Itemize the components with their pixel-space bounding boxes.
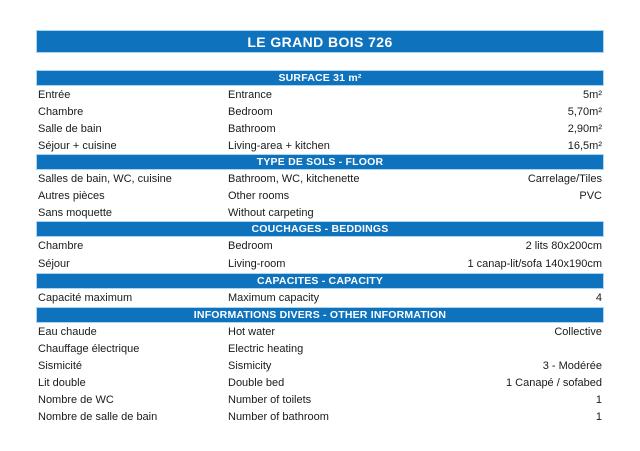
row-value: 16,5m²	[567, 139, 602, 152]
label-french: Séjour + cuisine	[38, 139, 117, 152]
label-french: Nombre de salle de bain	[38, 410, 158, 423]
section-header: COUCHAGES - BEDDINGS	[36, 221, 604, 237]
section	[36, 221, 604, 273]
label-english: Bedroom	[228, 240, 273, 252]
row-value: 1 Canapé / sofabed	[505, 376, 602, 389]
table-row	[36, 187, 604, 204]
section	[36, 307, 604, 425]
label-english: Other rooms	[228, 189, 290, 202]
label-french: Séjour	[38, 258, 70, 270]
table-row	[36, 289, 604, 307]
sections-container	[36, 70, 604, 425]
table-row	[36, 374, 604, 391]
label-french: Sismicité	[38, 359, 83, 372]
row-value: 2 lits 80x200cm	[525, 240, 602, 252]
table-row	[36, 323, 604, 340]
section-rows	[36, 86, 604, 154]
section-rows	[36, 237, 604, 273]
section	[36, 70, 604, 154]
label-english: Entrance	[228, 88, 273, 101]
label-english: Maximum capacity	[228, 292, 320, 304]
label-french: Salles de bain, WC, cuisine	[38, 172, 172, 185]
row-value: Collective	[554, 325, 602, 338]
table-row	[36, 340, 604, 357]
label-english: Sismicity	[228, 359, 272, 372]
label-french: Chambre	[38, 105, 84, 118]
label-english: Living-area + kitchen	[228, 139, 330, 152]
table-row	[36, 357, 604, 374]
row-value: 2,90m²	[567, 122, 602, 135]
section-header: TYPE DE SOLS - FLOOR	[36, 154, 604, 170]
row-value: 3 - Modérée	[542, 359, 602, 372]
label-english: Bathroom, WC, kitchenette	[228, 172, 360, 185]
table-row	[36, 408, 604, 425]
label-english: Hot water	[228, 325, 276, 338]
label-french: Eau chaude	[38, 325, 97, 338]
table-row	[36, 103, 604, 120]
label-english: Number of bathroom	[228, 410, 329, 423]
table-row	[36, 86, 604, 103]
label-french: Salle de bain	[38, 122, 102, 135]
section-header: SURFACE 31 m²	[36, 70, 604, 86]
section-rows	[36, 289, 604, 307]
table-row	[36, 255, 604, 273]
section	[36, 154, 604, 221]
row-value: Carrelage/Tiles	[527, 172, 602, 185]
label-english: Number of toilets	[228, 393, 312, 406]
section	[36, 273, 604, 307]
table-row	[36, 120, 604, 137]
label-english: Without carpeting	[228, 206, 314, 219]
label-french: Sans moquette	[38, 206, 112, 219]
row-value: 1	[595, 410, 602, 423]
label-french: Chambre	[38, 240, 84, 252]
row-value: 5,70m²	[567, 105, 602, 118]
label-french: Chauffage électrique	[38, 342, 140, 355]
label-english: Double bed	[228, 376, 285, 389]
label-french: Autres pièces	[38, 189, 105, 202]
label-english: Electric heating	[228, 342, 304, 355]
label-english: Bedroom	[228, 105, 273, 118]
table-row	[36, 170, 604, 187]
section-rows	[36, 170, 604, 221]
page-title: LE GRAND BOIS 726	[36, 30, 604, 53]
row-value: 4	[595, 292, 602, 304]
section-header: INFORMATIONS DIVERS - OTHER INFORMATION	[36, 307, 604, 323]
label-french: Nombre de WC	[38, 393, 114, 406]
section-header: CAPACITES - CAPACITY	[36, 273, 604, 289]
row-value: 1 canap-lit/sofa 140x190cm	[467, 258, 602, 270]
row-value: 5m²	[583, 88, 602, 101]
label-french: Entrée	[38, 88, 71, 101]
section-rows	[36, 323, 604, 425]
label-french: Capacité maximum	[38, 292, 133, 304]
row-value: PVC	[579, 189, 602, 202]
label-english: Living-room	[228, 258, 286, 270]
table-row	[36, 237, 604, 255]
table-row	[36, 391, 604, 408]
table-row	[36, 204, 604, 221]
label-english: Bathroom	[228, 122, 276, 135]
label-french: Lit double	[38, 376, 86, 389]
row-value: 1	[595, 393, 602, 406]
sheet-content	[36, 30, 604, 425]
table-row	[36, 137, 604, 154]
